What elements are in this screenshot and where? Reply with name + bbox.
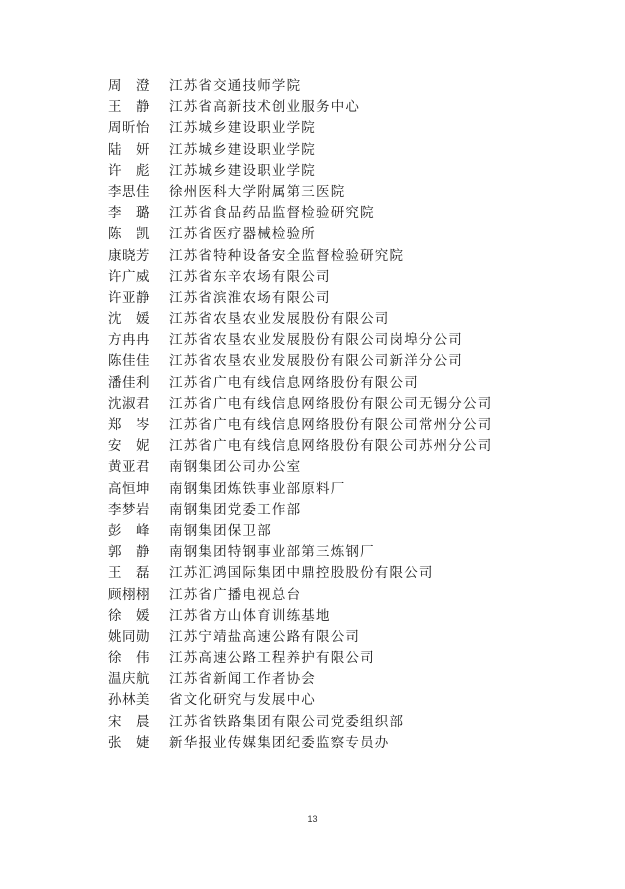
list-item	[108, 97, 578, 118]
person-name: 高恒坤	[108, 480, 150, 497]
person-name: 陈佳佳	[108, 353, 150, 370]
list-item	[108, 627, 578, 648]
organization-name: 江苏城乡建设职业学院	[169, 141, 316, 158]
person-name: 姚同勋	[108, 628, 150, 645]
list-item	[108, 712, 578, 733]
organization-name: 江苏省医疗器械检验所	[169, 226, 316, 243]
person-name: 安 妮	[108, 438, 150, 455]
list-item	[108, 669, 578, 690]
person-name: 方冉冉	[108, 332, 150, 349]
organization-name: 江苏省农垦农业发展股份有限公司	[169, 311, 390, 328]
list-item	[108, 246, 578, 267]
organization-name: 江苏省食品药品监督检验研究院	[169, 205, 375, 222]
name-list	[108, 76, 578, 754]
organization-name: 江苏省特种设备安全监督检验研究院	[169, 247, 405, 264]
organization-name: 江苏省新闻工作者协会	[169, 671, 316, 688]
person-name: 李思佳	[108, 183, 150, 200]
person-name: 彭 峰	[108, 522, 150, 539]
list-item	[108, 351, 578, 372]
organization-name: 江苏城乡建设职业学院	[169, 120, 316, 137]
list-item	[108, 563, 578, 584]
person-name: 宋 晨	[108, 713, 150, 730]
list-item	[108, 330, 578, 351]
list-item	[108, 182, 578, 203]
organization-name: 江苏省广电有线信息网络股份有限公司无锡分公司	[169, 395, 493, 412]
list-item	[108, 224, 578, 245]
list-item	[108, 394, 578, 415]
list-item	[108, 733, 578, 754]
organization-name: 江苏省东辛农场有限公司	[169, 268, 331, 285]
list-item	[108, 521, 578, 542]
list-item	[108, 415, 578, 436]
organization-name: 江苏汇鸿国际集团中鼎控股股份有限公司	[169, 565, 434, 582]
organization-name: 江苏城乡建设职业学院	[169, 162, 316, 179]
list-item	[108, 436, 578, 457]
list-item	[108, 690, 578, 711]
list-item	[108, 140, 578, 161]
person-name: 郑 岑	[108, 417, 150, 433]
list-item	[108, 585, 578, 606]
person-name: 孙林美	[108, 692, 150, 709]
organization-name: 江苏省滨淮农场有限公司	[169, 289, 331, 306]
person-name: 王 静	[108, 99, 150, 116]
person-name: 顾栩栩	[108, 586, 150, 603]
organization-name: 江苏省农垦农业发展股份有限公司新洋分公司	[169, 353, 463, 370]
organization-name: 江苏省方山体育训练基地	[169, 607, 331, 624]
list-item	[108, 288, 578, 309]
list-item	[108, 118, 578, 139]
person-name: 陆 妍	[108, 141, 150, 158]
person-name: 许亚静	[108, 289, 150, 306]
organization-name: 江苏省交通技师学院	[169, 78, 302, 94]
organization-name: 南钢集团党委工作部	[169, 501, 302, 518]
person-name: 沈 媛	[108, 311, 150, 328]
list-item	[108, 479, 578, 500]
person-name: 郭 静	[108, 544, 150, 561]
person-name: 许 彪	[108, 162, 150, 179]
list-item	[108, 76, 578, 97]
person-name: 李梦岩	[108, 501, 150, 518]
list-item	[108, 500, 578, 521]
person-name: 陈 凯	[108, 226, 150, 243]
list-item	[108, 373, 578, 394]
organization-name: 徐州医科大学附属第三医院	[169, 183, 346, 200]
person-name: 许广威	[108, 268, 150, 285]
person-name: 徐 媛	[108, 607, 150, 624]
organization-name: 江苏高速公路工程养护有限公司	[169, 650, 375, 667]
list-item	[108, 161, 578, 182]
person-name: 徐 伟	[108, 650, 150, 667]
page-number: 13	[307, 814, 318, 824]
person-name: 黄亚君	[108, 459, 150, 476]
organization-name: 新华报业传媒集团纪委监察专员办	[169, 734, 390, 751]
list-item	[108, 606, 578, 627]
list-item	[108, 309, 578, 330]
person-name: 温庆航	[108, 671, 150, 688]
person-name: 周昕怡	[108, 120, 150, 137]
organization-name: 江苏省广播电视总台	[169, 586, 302, 603]
person-name: 周 澄	[108, 78, 150, 94]
person-name: 沈淑君	[108, 395, 150, 412]
organization-name: 江苏省农垦农业发展股份有限公司岗埠分公司	[169, 332, 463, 349]
list-item	[108, 542, 578, 563]
list-item	[108, 203, 578, 224]
organization-name: 江苏省高新技术创业服务中心	[169, 99, 361, 116]
person-name: 康晓芳	[108, 247, 150, 264]
organization-name: 江苏省广电有线信息网络股份有限公司苏州分公司	[169, 438, 493, 455]
organization-name: 南钢集团特钢事业部第三炼钢厂	[169, 544, 375, 561]
organization-name: 省文化研究与发展中心	[169, 692, 316, 709]
organization-name: 江苏省广电有线信息网络股份有限公司常州分公司	[169, 417, 493, 433]
person-name: 潘佳利	[108, 374, 150, 391]
organization-name: 江苏省广电有线信息网络股份有限公司	[169, 374, 419, 391]
list-item	[108, 267, 578, 288]
organization-name: 南钢集团保卫部	[169, 522, 272, 539]
organization-name: 江苏宁靖盐高速公路有限公司	[169, 628, 361, 645]
person-name: 张 婕	[108, 734, 150, 751]
organization-name: 南钢集团炼铁事业部原料厂	[169, 480, 346, 497]
list-item	[108, 457, 578, 478]
person-name: 李 璐	[108, 205, 150, 222]
organization-name: 江苏省铁路集团有限公司党委组织部	[169, 713, 405, 730]
person-name: 王 磊	[108, 565, 150, 582]
organization-name: 南钢集团公司办公室	[169, 459, 302, 476]
list-item	[108, 648, 578, 669]
